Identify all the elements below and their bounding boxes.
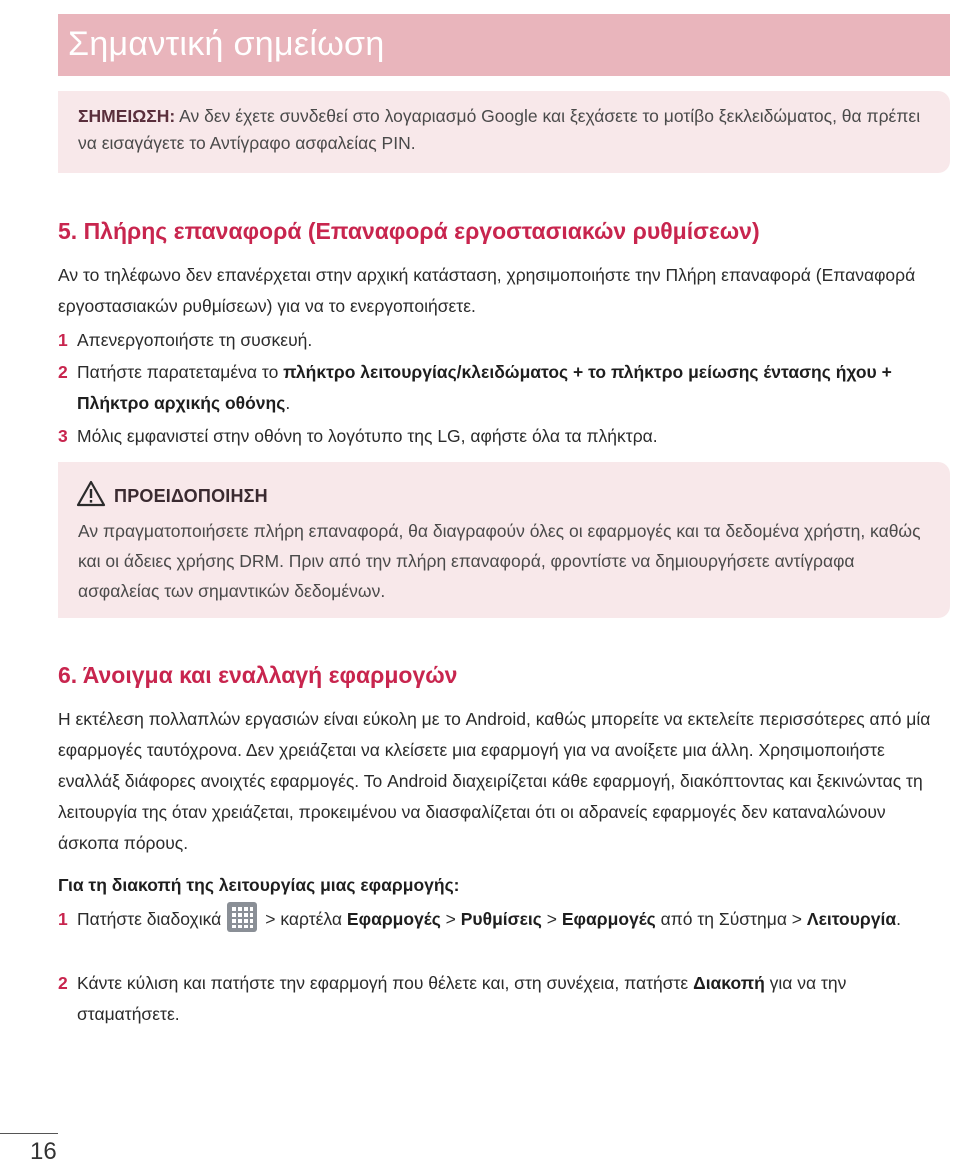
step-text-pre: Πατήστε παρατεταμένα το (77, 362, 284, 382)
step-text-pre: Κάντε κύλιση και πατήστε την εφαρμογή που θέλετε και, στη συνέχεια, πατήστε (77, 973, 694, 993)
step-text-pre: Πατήστε διαδοχικά (77, 909, 222, 929)
warning-box (58, 462, 950, 618)
page-number: 16 (30, 1138, 57, 1165)
separator: > (440, 909, 461, 929)
step-text (58, 357, 938, 419)
section-6-intro: Η εκτέλεση πολλαπλών εργασιών είναι εύκολη με το Android, καθώς μπορείτε να εκτελείτε περισσότερες από μία εφαρμογές ταυτόχρονα. Δεν χρειάζεται να κλείσετε μια εφαρμογή για να ανοίξετε μια άλλη. Χρησιμοποιήστε εναλλάξ διάφορες ανοιχτές εφαρμογές. Το Android διαχειρίζεται κάθε εφαρμογή, διακόπτοντας και ξεκινώντας τη λειτουργία της όταν χρειάζεται, προκειμένου να διασφαλίζεται ότι οι αδρανείς εφαρμογές δεν καταναλώνουν άσκοπα πόρους. (58, 709, 931, 853)
section-6-title: 6. Άνοιγμα και εναλλαγή εφαρμογών (58, 662, 458, 688)
step-text (58, 968, 938, 1030)
step-number: 3 (58, 426, 68, 446)
running-label: Λειτουργία (806, 909, 897, 929)
tab-apps-label: Εφαρμογές (346, 909, 441, 929)
separator: > (541, 909, 562, 929)
step-text: Απενεργοποιήστε τη συσκευή. (77, 330, 313, 350)
section-6-subheading: Για τη διακοπή της λειτουργίας μιας εφαρμογής: (58, 875, 460, 895)
note-body: Αν δεν έχετε συνδεθεί στο λογαριασμό Google και ξεχάσετε το μοτίβο ξεκλειδώματος, θα πρέπει να εισαγάγετε το Αντίγραφο ασφαλείας PIN. (78, 106, 921, 153)
step-text (58, 904, 938, 935)
step-text-mid: > καρτέλα (265, 909, 347, 929)
step-number: 2 (58, 973, 68, 993)
warning-triangle-icon (76, 480, 106, 512)
step-text-post: για να την σταματήσετε. (77, 973, 847, 1024)
apps-grid-icon (227, 902, 257, 932)
section-5-intro: Αν το τηλέφωνο δεν επανέρχεται στην αρχική κατάσταση, χρησιμοποιήστε την Πλήρη επαναφορά (Επαναφορά εργοστασιακών ρυθμίσεων) για να το ενεργοποιήσετε. (58, 265, 916, 316)
stop-label: Διακοπή (693, 973, 765, 993)
step-number: 1 (58, 909, 68, 929)
step-item (58, 325, 938, 356)
warning-header (76, 480, 268, 512)
step-text-mid: από τη Σύστημα > (655, 909, 807, 929)
step-number: 1 (58, 330, 68, 350)
page-number-rule (0, 1133, 58, 1134)
warning-label: ΠΡΟΕΙΔΟΠΟΙΗΣΗ (114, 485, 268, 506)
section-5-title: 5. Πλήρης επαναφορά (Επαναφορά εργοστασιακών ρυθμίσεων) (58, 218, 760, 244)
step-item (58, 904, 938, 935)
note-box (58, 91, 950, 173)
step-text: Μόλις εμφανιστεί στην οθόνη το λογότυπο της LG, αφήστε όλα τα πλήκτρα. (77, 426, 658, 446)
page-header (58, 14, 950, 76)
settings-label: Ρυθμίσεις (460, 909, 542, 929)
step-item (58, 968, 938, 1030)
note-text (78, 103, 938, 157)
page-title: Σημαντική σημείωση (68, 25, 385, 63)
step-keys-combo: πλήκτρο λειτουργίας/κλειδώματος + το πλήκτρο μείωσης έντασης ήχου + Πλήκτρο αρχικής οθόνης (77, 362, 892, 413)
apps-label: Εφαρμογές (561, 909, 656, 929)
step-item (58, 357, 938, 419)
step-text-post: . (285, 393, 291, 413)
warning-text: Αν πραγματοποιήσετε πλήρη επαναφορά, θα διαγραφούν όλες οι εφαρμογές και τα δεδομένα χρήστη, καθώς και οι άδειες χρήσης DRM. Πριν από την πλήρη επαναφορά, φροντίστε να δημιουργήσετε αντίγραφα ασφαλείας των σημαντικών δεδομένων. (78, 521, 921, 601)
step-item (58, 421, 938, 452)
step-number: 2 (58, 362, 68, 382)
note-label: ΣΗΜΕΙΩΣΗ: (78, 106, 176, 126)
step-text-end: . (896, 909, 901, 929)
